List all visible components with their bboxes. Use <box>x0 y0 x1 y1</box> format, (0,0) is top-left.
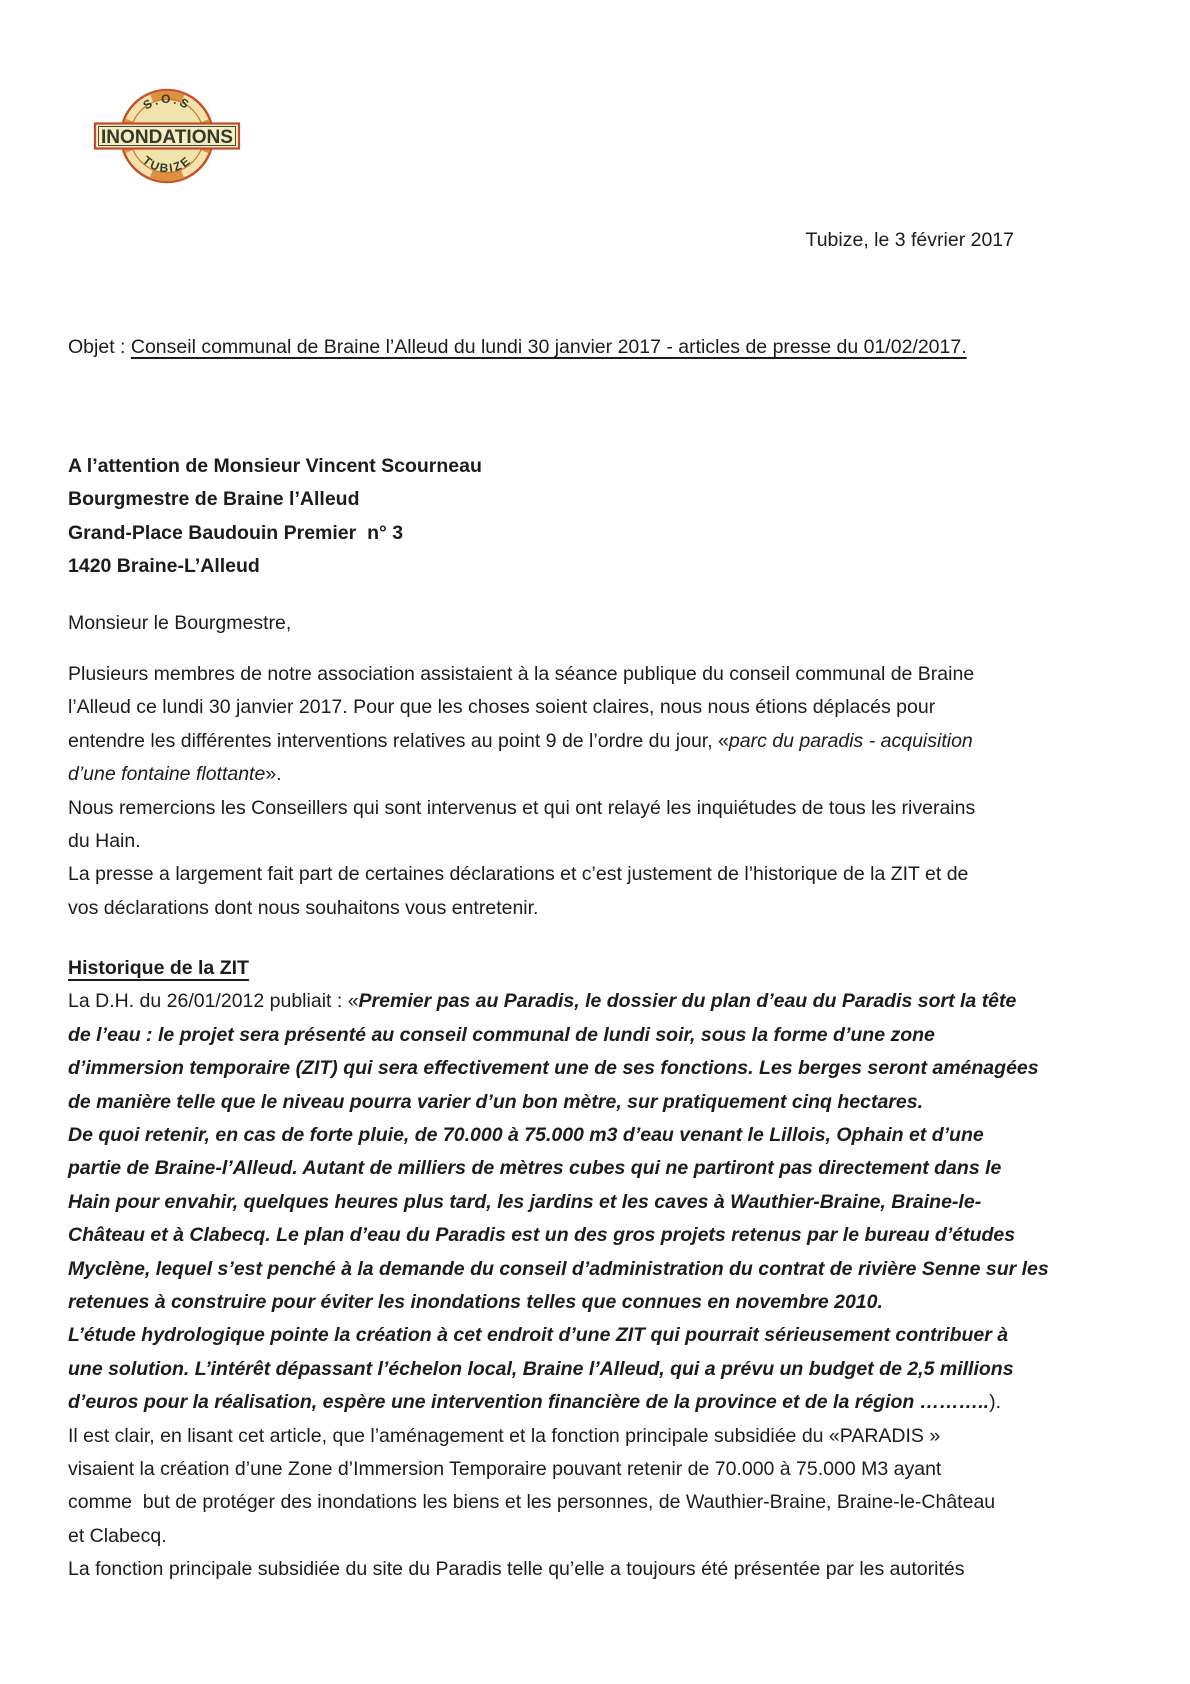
text-line <box>68 1520 1128 1553</box>
text-segment: Hain pour envahir, quelques heures plus tard, les jardins et les caves à Wauthier-Braine, Braine-le- <box>68 1190 982 1213</box>
text-segment: ). <box>989 1391 1001 1414</box>
text-line <box>68 1386 1128 1419</box>
text-segment: du Hain. <box>68 829 141 852</box>
text-line <box>68 658 1128 691</box>
text-segment: retenues à construire pour éviter les inondations telles que connues en novembre 2010. <box>68 1290 883 1313</box>
text-line <box>68 1453 1128 1486</box>
lifebuoy-graphic <box>92 86 242 186</box>
text-segment: d’euros pour la réalisation, espère une intervention financière de la province et de la région ……….. <box>68 1391 990 1414</box>
text-line <box>68 858 1128 891</box>
letter-body <box>68 450 1128 1587</box>
text-segment: ». <box>265 763 282 786</box>
text-line <box>68 607 1128 640</box>
text-segment: d’immersion temporaire (ZIT) qui sera effectivement une de ses fonctions. Les berges seront aménagées <box>68 1057 1039 1080</box>
text-line <box>68 450 1128 483</box>
text-segment: 1420 Braine-L’Alleud <box>68 555 260 578</box>
text-segment: Nous remercions les Conseillers qui sont intervenus et qui ont relayé les inquiétudes de tous les riverains <box>68 796 976 819</box>
subject-text: Conseil communal de Braine l’Alleud du lundi 30 janvier 2017 - articles de presse du 01/02/2017. <box>130 336 967 358</box>
text-line <box>68 1086 1128 1119</box>
subject-label: Objet : <box>68 336 131 358</box>
text-line <box>68 1186 1128 1219</box>
text-line <box>68 1052 1128 1085</box>
text-line <box>68 825 1128 858</box>
date-line: Tubize, le 3 février 2017 <box>805 229 1014 251</box>
text-line <box>68 792 1128 825</box>
spacer <box>68 640 1128 658</box>
text-segment: Plusieurs membres de notre association assistaient à la séance publique du conseil communal de Braine <box>68 662 975 685</box>
text-segment: et Clabecq. <box>68 1524 167 1547</box>
text-segment: A l’attention de Monsieur Vincent Scourneau <box>68 455 482 477</box>
text-line <box>68 1152 1128 1185</box>
salutation <box>68 607 1128 640</box>
text-line <box>68 1353 1128 1386</box>
text-line <box>68 1119 1128 1152</box>
text-segment: Myclène, lequel s’est penché à la demande du conseil d’administration du contrat de rivière Senne sur les <box>68 1257 1049 1280</box>
logo-top-text: S.O.S <box>140 92 194 113</box>
text-segment: Grand-Place Baudouin Premier n° 3 <box>68 521 404 544</box>
logo-banner-text: INONDATIONS <box>101 127 233 148</box>
text-segment: De quoi retenir, en cas de forte pluie, de 70.000 à 75.000 m3 d’eau venant le Lillois, Ophain et d’une <box>68 1124 984 1147</box>
press-quote <box>68 985 1128 1419</box>
text-segment: comme but de protéger des inondations les biens et les personnes, de Wauthier-Braine, Braine-le-Château <box>68 1491 996 1514</box>
text-line <box>68 1019 1128 1052</box>
text-segment: vos déclarations dont nous souhaitons vous entretenir. <box>68 896 539 919</box>
text-line <box>68 691 1128 724</box>
text-segment: l’Alleud ce lundi 30 janvier 2017. Pour que les choses soient claires, nous nous étions déplacés pour <box>68 696 936 719</box>
text-line <box>68 1486 1128 1519</box>
text-line <box>68 1219 1128 1252</box>
text-line <box>68 483 1128 516</box>
text-segment: de l’eau : le projet sera présenté au conseil communal de lundi soir, sous la forme d’une zone <box>68 1023 935 1046</box>
text-line <box>68 758 1128 791</box>
text-line <box>68 985 1128 1018</box>
text-segment: La fonction principale subsidiée du site du Paradis telle qu’elle a toujours été présentée par les autorités <box>68 1558 965 1581</box>
text-line <box>68 892 1128 925</box>
paragraph-closing <box>68 1420 1128 1587</box>
text-line <box>68 952 1128 985</box>
text-line <box>68 1286 1128 1319</box>
spacer <box>68 584 1128 607</box>
text-line <box>68 725 1128 758</box>
text-segment: Monsieur le Bourgmestre, <box>68 611 292 634</box>
text-segment: visaient la création d’une Zone d’Immersion Temporaire pouvant retenir de 70.000 à 75.000 M3 ayant <box>68 1457 942 1480</box>
text-segment: Il est clair, en lisant cet article, que l’aménagement et la fonction principale subsidiée du «PARADIS » <box>68 1424 941 1447</box>
text-segment: La presse a largement fait part de certaines déclarations et c’est justement de l’historique de la ZIT et de <box>68 863 969 886</box>
paragraph-intro <box>68 658 1128 925</box>
text-segment: entendre les différentes interventions relatives au point 9 de l’ordre du jour, « <box>68 729 729 752</box>
text-segment: Bourgmestre de Braine l’Alleud <box>68 488 360 511</box>
text-line <box>68 1420 1128 1453</box>
text-segment: Premier pas au Paradis, le dossier du plan d’eau du Paradis sort la tête <box>358 990 1017 1013</box>
text-segment: de manière telle que le niveau pourra varier d’un bon mètre, sur pratiquement cinq hectares. <box>68 1090 924 1113</box>
text-segment: Château et à Clabecq. Le plan d’eau du Paradis est un des gros projets retenus par le bureau d’études <box>68 1224 1016 1247</box>
text-line <box>68 550 1128 583</box>
text-segment: d’une fontaine flottante <box>68 763 266 786</box>
text-segment: La D.H. du 26/01/2012 publiait : « <box>68 990 359 1013</box>
text-line <box>68 1553 1128 1586</box>
sos-inondations-logo <box>92 86 242 186</box>
text-segment: L’étude hydrologique pointe la création à cet endroit d’une ZIT qui pourrait sérieusement contribuer à <box>68 1324 1009 1347</box>
subject-line <box>68 334 967 360</box>
section-heading <box>68 952 1128 985</box>
text-line <box>68 1253 1128 1286</box>
spacer <box>68 925 1128 952</box>
recipient-block <box>68 450 1128 584</box>
text-segment: partie de Braine-l’Alleud. Autant de milliers de mètres cubes qui ne partiront pas directement dans le <box>68 1157 1002 1180</box>
text-line <box>68 517 1128 550</box>
text-line <box>68 1319 1128 1352</box>
text-segment: Historique de la ZIT <box>68 957 249 980</box>
logo-bottom-text: TUBIZE <box>139 153 195 176</box>
text-segment: parc du paradis - acquisition <box>728 729 973 752</box>
text-segment: une solution. L’intérêt dépassant l’échelon local, Braine l’Alleud, qui a prévu un budget de 2,5 millions <box>68 1357 1014 1380</box>
